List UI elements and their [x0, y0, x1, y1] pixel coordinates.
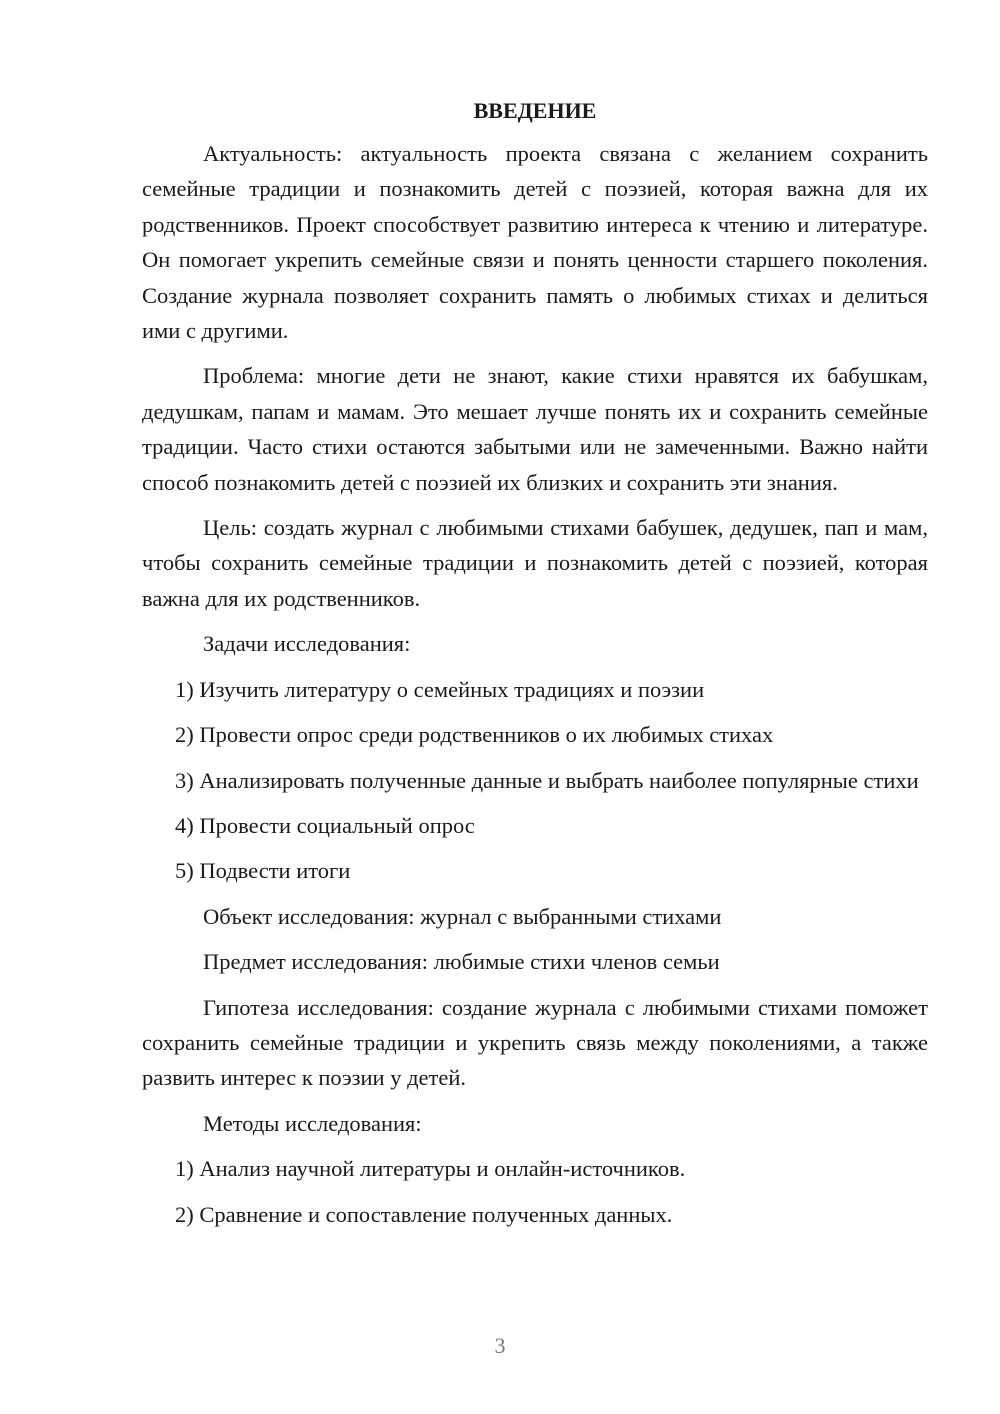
- paragraph-hypothesis: Гипотеза исследования: создание журнала с любимыми стихами поможет сохранить семейные традиции и укрепить связь между поколениями, а также развить интерес к поэзии у детей.: [142, 994, 928, 1091]
- tasks-heading: Задачи исследования:: [203, 631, 411, 657]
- paragraph-object: Объект исследования: журнал с выбранными стихами: [203, 903, 722, 929]
- task-item: 1) Изучить литературу о семейных традициях и поэзии: [175, 676, 705, 702]
- method-item: 2) Сравнение и сопоставление полученных данных.: [175, 1201, 673, 1227]
- task-item: 3) Анализировать полученные данные и выбрать наиболее популярные стихи: [175, 767, 919, 793]
- page-number: 3: [494, 1333, 506, 1358]
- paragraph-goal: Цель: создать журнал с любимыми стихами бабушек, дедушек, пап и мам, чтобы сохранить семейные традиции и познакомить детей с поэзией, которая важна для их родственников.: [142, 515, 928, 611]
- task-item: 5) Подвести итоги: [175, 858, 351, 884]
- method-item: 1) Анализ научной литературы и онлайн-источников.: [175, 1156, 686, 1182]
- paragraph-subject: Предмет исследования: любимые стихи членов семьи: [203, 949, 720, 975]
- section-title: ВВЕДЕНИЕ: [473, 98, 597, 123]
- methods-heading: Методы исследования:: [203, 1110, 422, 1136]
- paragraph-problem: Проблема: многие дети не знают, какие стихи нравятся их бабушкам, дедушкам, папам и мамам. Это мешает лучше понять их и сохранить семейные традиции. Часто стихи остаются забытыми или не замеченными. Важно найти способ познакомить детей с поэзией их близких и сохранить эти знания.: [142, 363, 928, 495]
- task-item: 4) Провести социальный опрос: [175, 812, 475, 838]
- document-page: [142, 92, 928, 1242]
- task-item: 2) Провести опрос среди родственников о их любимых стихах: [175, 722, 774, 748]
- paragraph-relevance: Актуальность: актуальность проекта связана с желанием сохранить семейные традиции и познакомить детей с поэзией, которая важна для их родственников. Проект способствует развитию интереса к чтению и литературе. Он помогает укрепить семейные связи и понять ценности старшего поколения. Создание журнала позволяет сохранить память о любимых стихах и делиться ими с другими.: [142, 141, 928, 344]
